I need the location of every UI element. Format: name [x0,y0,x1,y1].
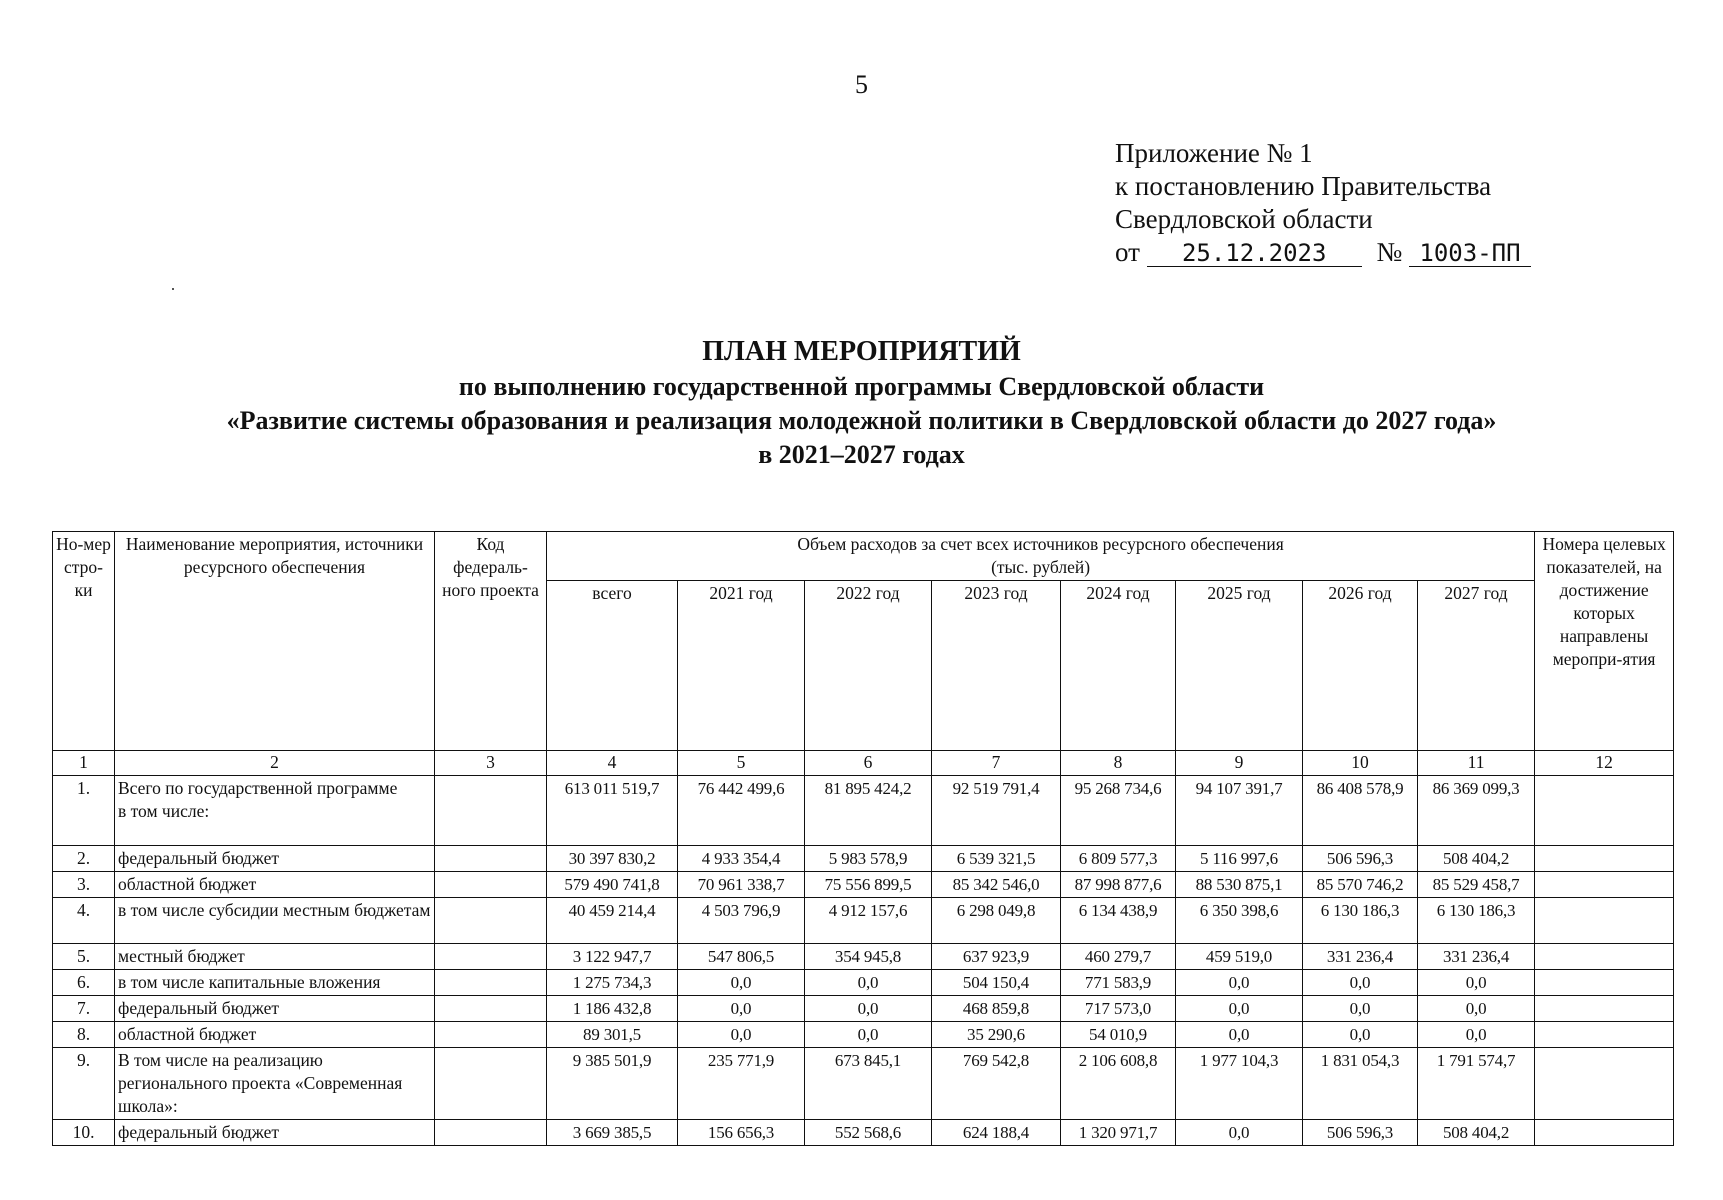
row-value: 6 539 321,5 [932,846,1061,872]
row-value: 1 186 432,8 [547,996,678,1022]
row-value: 771 583,9 [1061,970,1176,996]
row-value: 460 279,7 [1061,944,1176,970]
row-name: федеральный бюджет [115,1120,435,1146]
table-row [53,1120,1674,1146]
table-row [53,1022,1674,1048]
row-value: 94 107 391,7 [1176,776,1303,846]
table-row [53,970,1674,996]
row-code [435,996,547,1022]
row-value: 40 459 214,4 [547,898,678,944]
header-row-number: Но-мер стро-ки [53,532,115,751]
column-number: 3 [435,751,547,776]
column-number: 7 [932,751,1061,776]
row-value: 579 490 741,8 [547,872,678,898]
column-numbers-row [53,751,1674,776]
header-total: всего [547,581,678,751]
row-number: 1. [53,776,115,846]
row-name: областной бюджет [115,1022,435,1048]
column-number: 9 [1176,751,1303,776]
row-value: 0,0 [678,1022,805,1048]
row-name: Всего по государственной программе в том числе: [115,776,435,846]
row-value: 613 011 519,7 [547,776,678,846]
row-value: 6 350 398,6 [1176,898,1303,944]
decree-number: 1003-ПП [1409,240,1531,267]
row-code [435,1120,547,1146]
row-value: 552 568,6 [805,1120,932,1146]
header-expenses-unit: (тыс. рублей) [991,557,1091,577]
row-value: 30 397 830,2 [547,846,678,872]
row-value: 86 408 578,9 [1303,776,1418,846]
appendix-line-1: Приложение № 1 [1115,138,1313,168]
column-number: 10 [1303,751,1418,776]
document-title [0,334,1723,472]
row-value: 0,0 [1303,1022,1418,1048]
row-value: 331 236,4 [1418,944,1535,970]
header-name: Наименование мероприятия, источники ресурсного обеспечения [115,532,435,751]
row-value: 0,0 [1176,1120,1303,1146]
row-value: 88 530 875,1 [1176,872,1303,898]
row-value: 637 923,9 [932,944,1061,970]
row-number: 2. [53,846,115,872]
row-number: 3. [53,872,115,898]
row-name: в том числе капитальные вложения [115,970,435,996]
row-indicators [1535,898,1674,944]
row-indicators [1535,1048,1674,1120]
table-row [53,944,1674,970]
row-value: 85 570 746,2 [1303,872,1418,898]
row-value: 331 236,4 [1303,944,1418,970]
row-value: 3 669 385,5 [547,1120,678,1146]
header-year-2025: 2025 год [1176,581,1303,751]
row-value: 4 503 796,9 [678,898,805,944]
row-value: 75 556 899,5 [805,872,932,898]
row-value: 0,0 [1418,996,1535,1022]
row-indicators [1535,1120,1674,1146]
row-value: 0,0 [805,970,932,996]
row-value: 0,0 [1303,970,1418,996]
row-value: 6 134 438,9 [1061,898,1176,944]
row-indicators [1535,996,1674,1022]
header-year-2023: 2023 год [932,581,1061,751]
row-indicators [1535,776,1674,846]
row-code [435,846,547,872]
row-value: 0,0 [1176,970,1303,996]
table-row [53,776,1674,846]
row-value: 1 791 574,7 [1418,1048,1535,1120]
row-indicators [1535,872,1674,898]
row-value: 673 845,1 [805,1048,932,1120]
title-line-4: в 2021–2027 годах [758,440,965,469]
row-value: 70 961 338,7 [678,872,805,898]
row-name: федеральный бюджет [115,846,435,872]
row-value: 506 596,3 [1303,846,1418,872]
row-value: 508 404,2 [1418,846,1535,872]
header-expenses-title: Объем расходов за счет всех источников ресурсного обеспечения [797,534,1284,554]
row-value: 0,0 [1176,1022,1303,1048]
row-code [435,1048,547,1120]
row-name: областной бюджет [115,872,435,898]
table-row [53,898,1674,944]
row-value: 769 542,8 [932,1048,1061,1120]
header-year-2027: 2027 год [1418,581,1535,751]
row-number: 7. [53,996,115,1022]
row-number: 6. [53,970,115,996]
row-value: 1 320 971,7 [1061,1120,1176,1146]
row-name: в том числе субсидии местным бюджетам [115,898,435,944]
row-code [435,970,547,996]
column-number: 6 [805,751,932,776]
row-value: 0,0 [805,996,932,1022]
row-value: 81 895 424,2 [805,776,932,846]
row-value: 1 831 054,3 [1303,1048,1418,1120]
page-number: 5 [855,70,868,99]
row-code [435,872,547,898]
row-value: 459 519,0 [1176,944,1303,970]
row-value: 506 596,3 [1303,1120,1418,1146]
row-value: 235 771,9 [678,1048,805,1120]
title-line-3: «Развитие системы образования и реализация молодежной политики в Свердловской области до 2027 года» [226,406,1497,435]
row-name: федеральный бюджет [115,996,435,1022]
header-year-2026: 2026 год [1303,581,1418,751]
number-prefix: № [1376,237,1403,267]
appendix-line-4 [1115,236,1675,269]
row-value: 5 983 578,9 [805,846,932,872]
row-value: 89 301,5 [547,1022,678,1048]
header-year-2024: 2024 год [1061,581,1176,751]
row-value: 0,0 [1418,1022,1535,1048]
row-name: местный бюджет [115,944,435,970]
row-value: 508 404,2 [1418,1120,1535,1146]
row-value: 9 385 501,9 [547,1048,678,1120]
row-value: 0,0 [1176,996,1303,1022]
row-value: 504 150,4 [932,970,1061,996]
row-code [435,1022,547,1048]
row-value: 468 859,8 [932,996,1061,1022]
row-value: 35 290,6 [932,1022,1061,1048]
row-number: 4. [53,898,115,944]
row-value: 4 933 354,4 [678,846,805,872]
row-value: 0,0 [805,1022,932,1048]
table-row [53,996,1674,1022]
row-value: 156 656,3 [678,1120,805,1146]
row-number: 5. [53,944,115,970]
title-line-2: по выполнению государственной программы Свердловской области [458,372,1265,401]
row-value: 85 342 546,0 [932,872,1061,898]
row-value: 95 268 734,6 [1061,776,1176,846]
row-number: 8. [53,1022,115,1048]
header-code: Код федераль-ного проекта [435,532,547,751]
table-row [53,1048,1674,1120]
header-year-2022: 2022 год [805,581,932,751]
row-value: 92 519 791,4 [932,776,1061,846]
title-line-1: ПЛАН МЕРОПРИЯТИЙ [702,336,1021,367]
row-code [435,776,547,846]
row-number: 9. [53,1048,115,1120]
row-name: В том числе на реализацию регионального проекта «Современная школа»: [115,1048,435,1120]
appendix-line-3: Свердловской области [1115,204,1373,234]
row-indicators [1535,1022,1674,1048]
row-value: 5 116 997,6 [1176,846,1303,872]
row-value: 6 298 049,8 [932,898,1061,944]
date-prefix: от [1115,237,1140,267]
plan-table [52,531,1674,1146]
column-number: 4 [547,751,678,776]
row-value: 85 529 458,7 [1418,872,1535,898]
column-number: 12 [1535,751,1674,776]
header-row-main [53,532,1674,581]
row-value: 0,0 [1418,970,1535,996]
row-value: 717 573,0 [1061,996,1176,1022]
row-value: 1 275 734,3 [547,970,678,996]
row-code [435,898,547,944]
row-number: 10. [53,1120,115,1146]
header-year-2021: 2021 год [678,581,805,751]
row-value: 76 442 499,6 [678,776,805,846]
column-number: 8 [1061,751,1176,776]
row-indicators [1535,944,1674,970]
scan-dot [172,288,174,290]
table-row [53,846,1674,872]
row-value: 54 010,9 [1061,1022,1176,1048]
appendix-block [1115,137,1675,269]
row-value: 1 977 104,3 [1176,1048,1303,1120]
row-value: 0,0 [1303,996,1418,1022]
row-value: 0,0 [678,970,805,996]
row-indicators [1535,970,1674,996]
row-value: 86 369 099,3 [1418,776,1535,846]
appendix-line-2: к постановлению Правительства [1115,171,1492,201]
column-number: 11 [1418,751,1535,776]
row-value: 6 130 186,3 [1418,898,1535,944]
row-value: 6 809 577,3 [1061,846,1176,872]
row-value: 624 188,4 [932,1120,1061,1146]
row-value: 354 945,8 [805,944,932,970]
row-value: 2 106 608,8 [1061,1048,1176,1120]
column-number: 1 [53,751,115,776]
table-row [53,872,1674,898]
header-expenses [547,532,1535,581]
header-indicators: Номера целевых показателей, на достижение которых направлены меропри-ятия [1535,532,1674,751]
row-value: 0,0 [678,996,805,1022]
row-value: 6 130 186,3 [1303,898,1418,944]
row-value: 87 998 877,6 [1061,872,1176,898]
column-number: 2 [115,751,435,776]
row-value: 4 912 157,6 [805,898,932,944]
decree-date: 25.12.2023 [1147,240,1362,267]
row-value: 547 806,5 [678,944,805,970]
column-number: 5 [678,751,805,776]
row-code [435,944,547,970]
row-indicators [1535,846,1674,872]
row-value: 3 122 947,7 [547,944,678,970]
